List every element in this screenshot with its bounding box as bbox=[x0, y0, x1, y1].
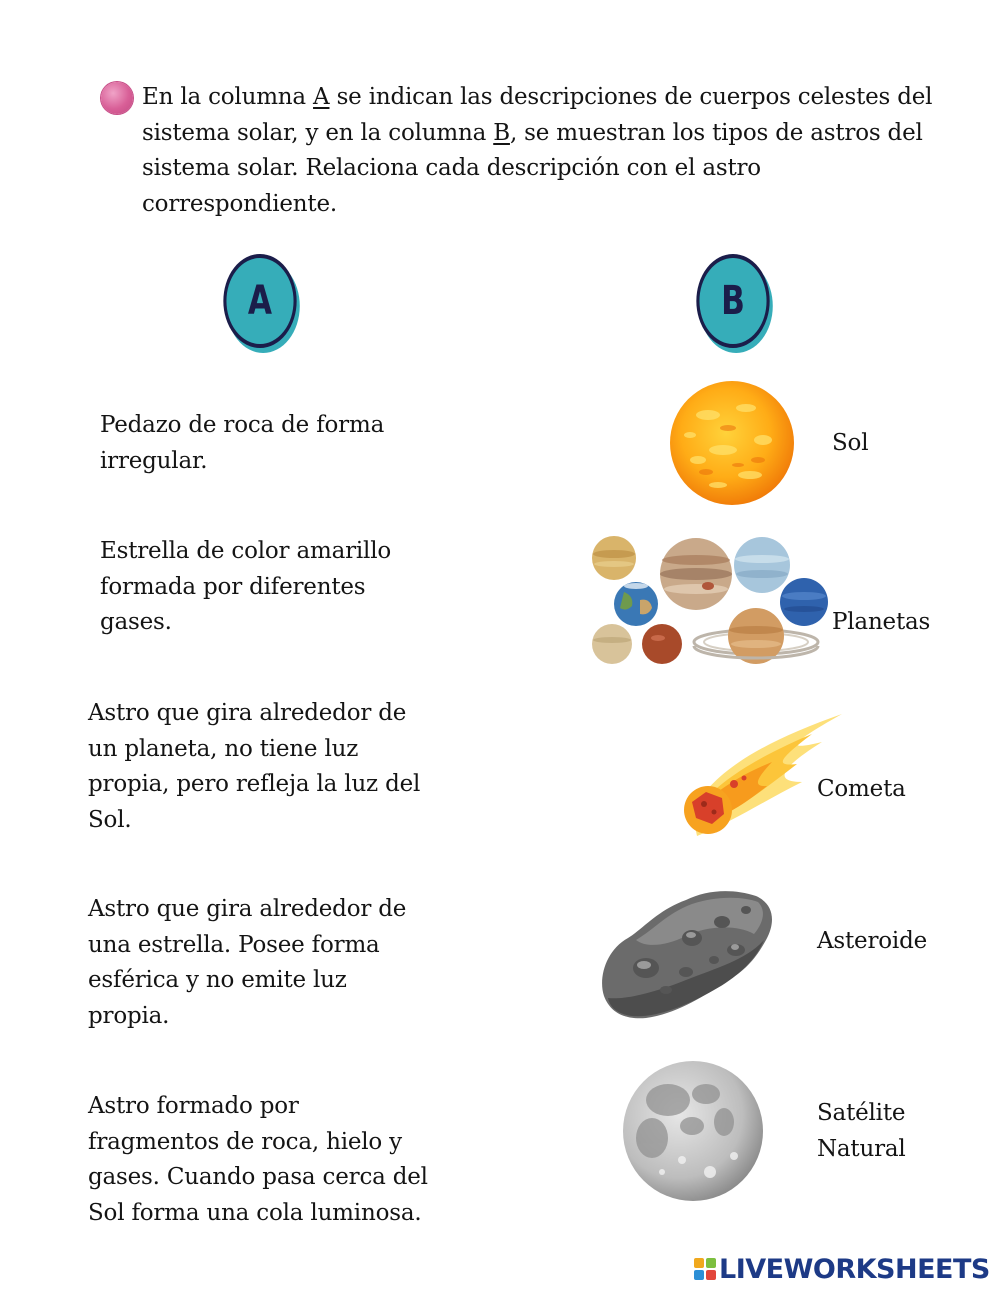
logo-mark-icon bbox=[694, 1258, 716, 1280]
column-a-label: A bbox=[247, 278, 273, 324]
instruction-column-b: B bbox=[493, 119, 510, 146]
description-1: Pedazo de roca de forma irregular. bbox=[100, 412, 385, 474]
sun-icon bbox=[668, 380, 796, 506]
moon-icon bbox=[622, 1060, 764, 1202]
liveworksheets-logo bbox=[694, 1254, 990, 1284]
column-b-label: B bbox=[721, 278, 745, 324]
column-a-badge bbox=[223, 254, 296, 348]
planets-icon bbox=[588, 534, 828, 669]
instruction-column-a: A bbox=[313, 84, 330, 110]
astro-label-planetas: Planetas bbox=[832, 609, 931, 635]
instruction-part-2: se indican las descripciones de cuerpos celestes del sistema solar, y en la columna bbox=[142, 84, 933, 146]
astro-label-cometa: Cometa bbox=[817, 776, 906, 802]
astro-label-asteroide: Asteroide bbox=[817, 928, 927, 954]
astro-label-sol: Sol bbox=[832, 430, 869, 456]
instruction-part-1: En la columna bbox=[142, 84, 314, 110]
logo-text: LIVEWORKSHEETS bbox=[719, 1253, 990, 1285]
column-b-badge bbox=[696, 254, 769, 348]
astro-label-satelite: Satélite Natural bbox=[817, 1100, 906, 1162]
description-5: Astro formado por fragmentos de roca, hielo y gases. Cuando pasa cerca del Sol forma una cola luminosa. bbox=[88, 1093, 428, 1226]
description-4: Astro que gira alrededor de una estrella. Posee forma esférica y no emite luz propia. bbox=[88, 896, 407, 1029]
bullet-icon bbox=[101, 82, 133, 114]
instruction-part-3: , se muestran los tipos de astros del sistema solar. Relaciona cada descripción con el astro correspondiente. bbox=[142, 119, 923, 217]
description-2: Estrella de color amarillo formada por diferentes gases. bbox=[100, 538, 392, 635]
asteroid-icon bbox=[596, 888, 778, 1022]
description-3: Astro que gira alrededor de un planeta, no tiene luz propia, pero refleja la luz del Sol. bbox=[88, 700, 421, 833]
instruction-text bbox=[142, 80, 952, 222]
